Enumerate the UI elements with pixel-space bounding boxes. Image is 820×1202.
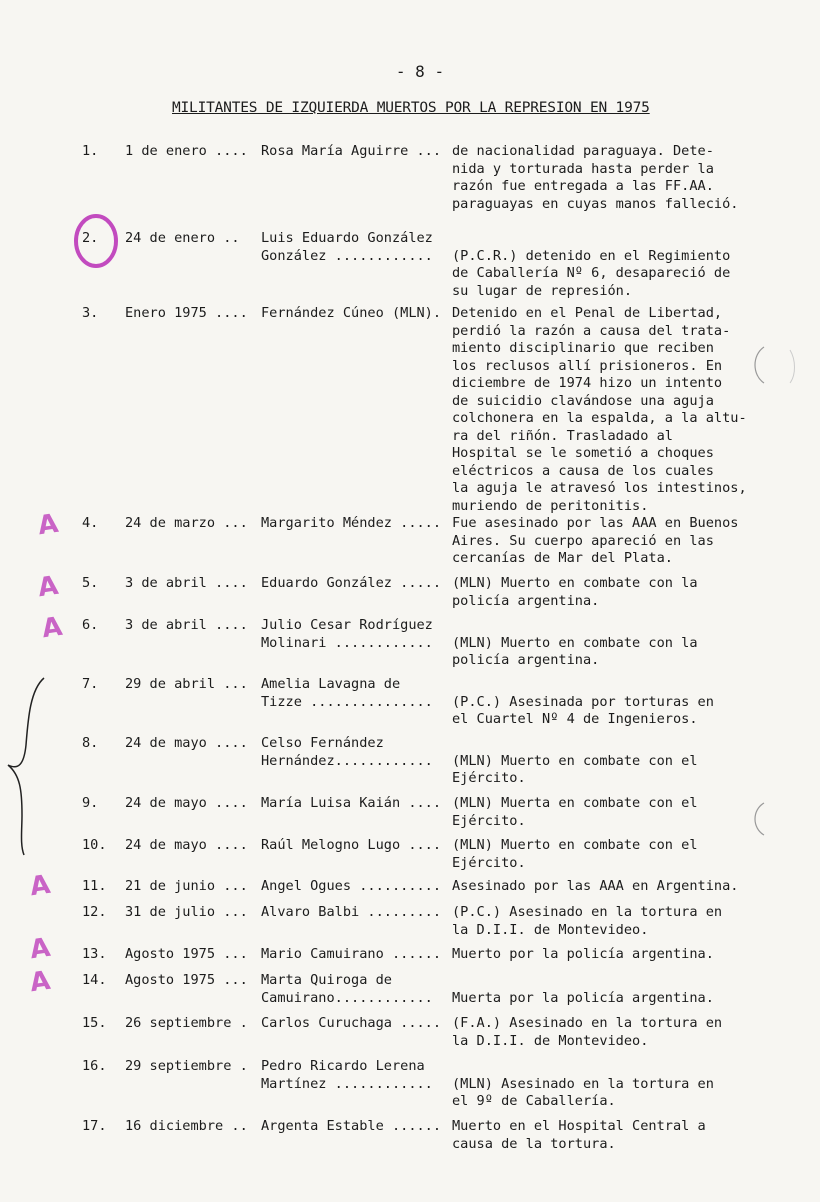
handwritten-a-mark: A [28,869,53,903]
entry-date: Agosto 1975 ... [125,972,248,988]
entry-name: Fernández Cúneo (MLN). [261,305,442,321]
bracket-mark [8,678,44,855]
entry-name: Pedro Ricardo Lerena Martínez ............ [261,1058,433,1092]
entry-name: Julio Cesar Rodríguez Molinari ............ [261,617,433,651]
entry-name: Mario Camuirano ...... [261,946,442,962]
entry-number: 7. [82,676,99,692]
entry-date: 24 de enero .. [125,230,240,246]
entry-description: Fue asesinado por las AAA en Buenos Aires. Su cuerpo apareció en las cercanías de Mar del Plata. [452,515,739,566]
entry-description: (MLN) Muerto en combate con el Ejército. [452,752,698,786]
entry-number: 9. [82,795,99,811]
entry-description: Muerta por la policía argentina. [452,989,714,1006]
paren-mark-right-3 [790,350,795,383]
handwritten-a-mark: A [28,965,53,999]
entry-date: 21 de junio ... [125,878,248,894]
entry-description: Detenido en el Penal de Libertad, perdió la razón a causa del trata- miento disciplinario que reciben los reclusos allí prisioneros. En diciembre de 1974 hizo un intento de suicidio clavándose una aguja colchonera en la espalda, a la altu- ra del riñón. Trasladado al Hospital se le sometió a choques eléctricos a causa de los cuales la aguja le atravesó los intestinos, muriendo de peritonitis. [452,305,747,514]
entry-name: Rosa María Aguirre ... [261,143,442,159]
entry-name: Raúl Melogno Lugo .... [261,837,442,853]
entry-date: 1 de enero .... [125,143,248,159]
entry-description: (MLN) Muerta en combate con el Ejército. [452,795,698,829]
entry-name: Celso Fernández Hernández............ [261,735,433,769]
entry-number: 11. [82,878,107,894]
entry-date: 26 septiembre . [125,1015,248,1031]
entry-number: 14. [82,972,107,988]
entry-number: 17. [82,1118,107,1134]
entry-name: María Luisa Kaián .... [261,795,442,811]
entry-number: 6. [82,617,99,633]
entry-date: 24 de mayo .... [125,735,248,751]
handwritten-a-mark: A [36,570,61,604]
entry-description: Asesinado por las AAA en Argentina. [452,878,739,894]
entry-description: (MLN) Asesinado en la tortura en el 9º de Caballería. [452,1075,714,1109]
entry-date: 24 de marzo ... [125,515,248,531]
entry-description: (P.C.R.) detenido en el Regimiento de Caballería Nº 6, desapareció de su lugar de represión. [452,247,731,299]
entry-number: 15. [82,1015,107,1031]
document-title: MILITANTES DE IZQUIERDA MUERTOS POR LA REPRESION EN 1975 [172,100,650,116]
entry-name: Eduardo González ..... [261,575,442,591]
entry-name: Carlos Curuchaga ..... [261,1015,442,1031]
entry-date: 16 diciembre .. [125,1118,248,1134]
entry-number: 3. [82,305,99,321]
entry-number: 5. [82,575,99,591]
entry-number: 10. [82,837,107,853]
entry-name: Amelia Lavagna de Tizze ............... [261,676,433,710]
entry-description: (F.A.) Asesinado en la tortura en la D.I.I. de Montevideo. [452,1015,723,1049]
entry-description: (P.C.) Asesinada por torturas en el Cuartel Nº 4 de Ingenieros. [452,693,714,727]
entry-name: Argenta Estable ...... [261,1118,442,1134]
entry-description: (MLN) Muerto en combate con la policía argentina. [452,634,698,668]
entry-date: 31 de julio ... [125,904,248,920]
entry-name: Angel Ogues .......... [261,878,442,894]
handwritten-a-mark: A [40,611,65,645]
entry-description: Muerto en el Hospital Central a causa de la tortura. [452,1118,706,1152]
entry-number: 4. [82,515,99,531]
entry-number: 13. [82,946,107,962]
entry-date: 24 de mayo .... [125,795,248,811]
entry-date: Enero 1975 .... [125,305,248,321]
entry-name: Marta Quiroga de Camuirano............ [261,972,433,1006]
entry-description: Muerto por la policía argentina. [452,946,714,962]
entry-name: Alvaro Balbi ......... [261,904,442,920]
entry-description: de nacionalidad paraguaya. Dete- nida y torturada hasta perder la razón fue entregada a las FF.AA. paraguayas en cuyas manos falleció. [452,143,739,212]
entry-name: Luis Eduardo González González ............ [261,230,433,264]
handwritten-a-mark: A [28,932,53,966]
handwritten-a-mark: A [36,508,61,542]
page-number: - 8 - [395,62,445,81]
entry-date: 29 septiembre . [125,1058,248,1074]
entry-date: 24 de mayo .... [125,837,248,853]
entry-date: 3 de abril .... [125,617,248,633]
entry-date: 29 de abril ... [125,676,248,692]
entry-number: 1. [82,143,99,159]
entry-number: 12. [82,904,107,920]
entry-description: (P.C.) Asesinado en la tortura en la D.I.I. de Montevideo. [452,904,723,938]
entry-number: 8. [82,735,99,751]
entry-number: 16. [82,1058,107,1074]
entry-date: Agosto 1975 ... [125,946,248,962]
entry-description: (MLN) Muerto en combate con el Ejército. [452,837,698,871]
entry-name: Margarito Méndez ..... [261,515,442,531]
entry-description: (MLN) Muerto en combate con la policía argentina. [452,575,698,609]
entry-date: 3 de abril .... [125,575,248,591]
entry-number: 2. [82,230,99,246]
